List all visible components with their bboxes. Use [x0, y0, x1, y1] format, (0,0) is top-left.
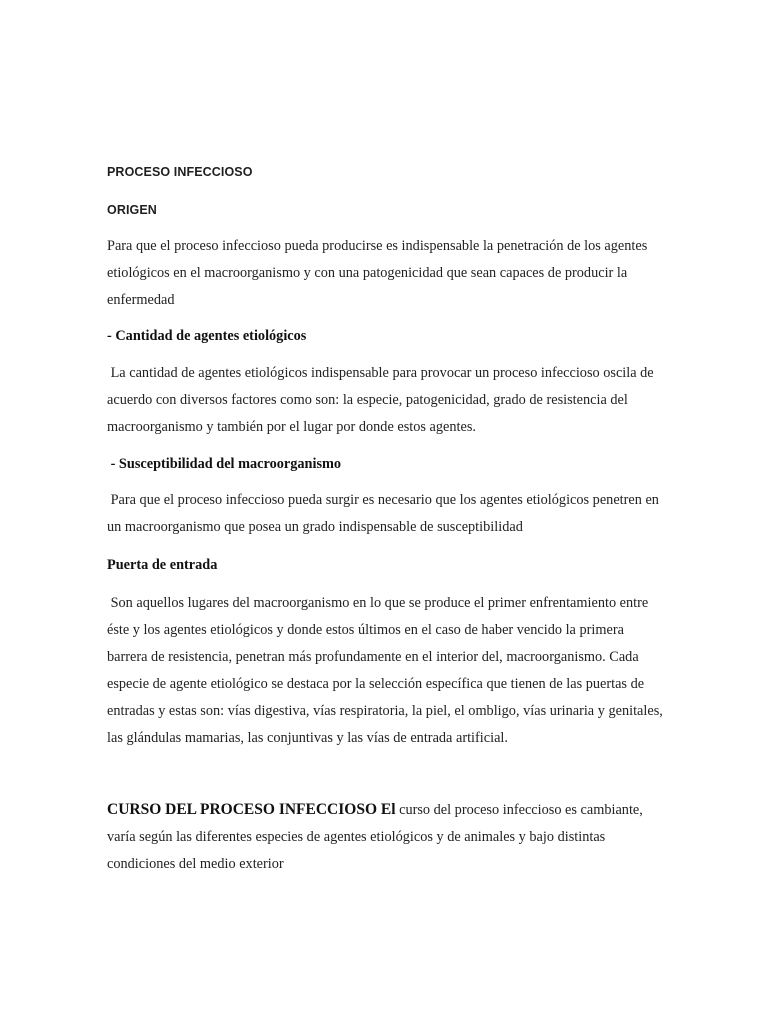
course-text: curso del proceso infeccioso es cambiante, varía según las diferentes especies de agentes etiológicos y de animales y bajo distintas condiciones del medio exterior — [107, 802, 647, 872]
susceptibility-heading-text: Susceptibilidad del macroorganismo — [118, 456, 342, 472]
entry-heading: Puerta de entrada — [107, 557, 218, 573]
susceptibility-heading-prefix: - — [107, 456, 119, 472]
origin-paragraph: Para que el proceso infeccioso pueda producirse es indispensable la penetración de los agentes etiológicos en el macroorganismo y con una patogenicidad que sean capaces de producir la enfermedad — [107, 238, 648, 308]
quantity-heading — [107, 328, 663, 345]
quantity-heading-text: Cantidad de agentes etiológicos — [115, 328, 307, 344]
course-paragraph — [107, 796, 663, 878]
quantity-paragraph: La cantidad de agentes etiológicos indispensable para provocar un proceso infeccioso oscila de acuerdo con diversos factores como son: la especie, patogenicidad, grado de resistencia del macroorganismo y también por el lugar por donde estos agentes. — [107, 365, 658, 435]
susceptibility-paragraph: Para que el proceso infeccioso pueda surgir es necesario que los agentes etiológicos penetren en un macroorganismo que posea un grado indispensable de susceptibilidad — [107, 492, 663, 535]
susceptibility-heading — [107, 456, 663, 473]
course-heading: CURSO DEL PROCESO INFECCIOSO El — [107, 801, 396, 818]
origin-heading: ORIGEN — [107, 203, 157, 217]
document-title: PROCESO INFECCIOSO — [107, 165, 253, 179]
quantity-heading-prefix: - — [107, 328, 116, 344]
entry-paragraph: Son aquellos lugares del macroorganismo en lo que se produce el primer enfrentamiento entre éste y los agentes etiológicos y donde estos últimos en el caso de haber vencido la primera barrera de resistencia, penetran más profundamente en el interior del, macroorganismo. Cada especie de agente etiológico se destaca por la selección específica que tienen de las puertas de entradas y estas son: vías digestiva, vías respiratoria, la piel, el ombligo, vías urinaria y genitales, las glándulas mamarias, las conjuntivas y las vías de entrada artificial. — [107, 595, 667, 746]
